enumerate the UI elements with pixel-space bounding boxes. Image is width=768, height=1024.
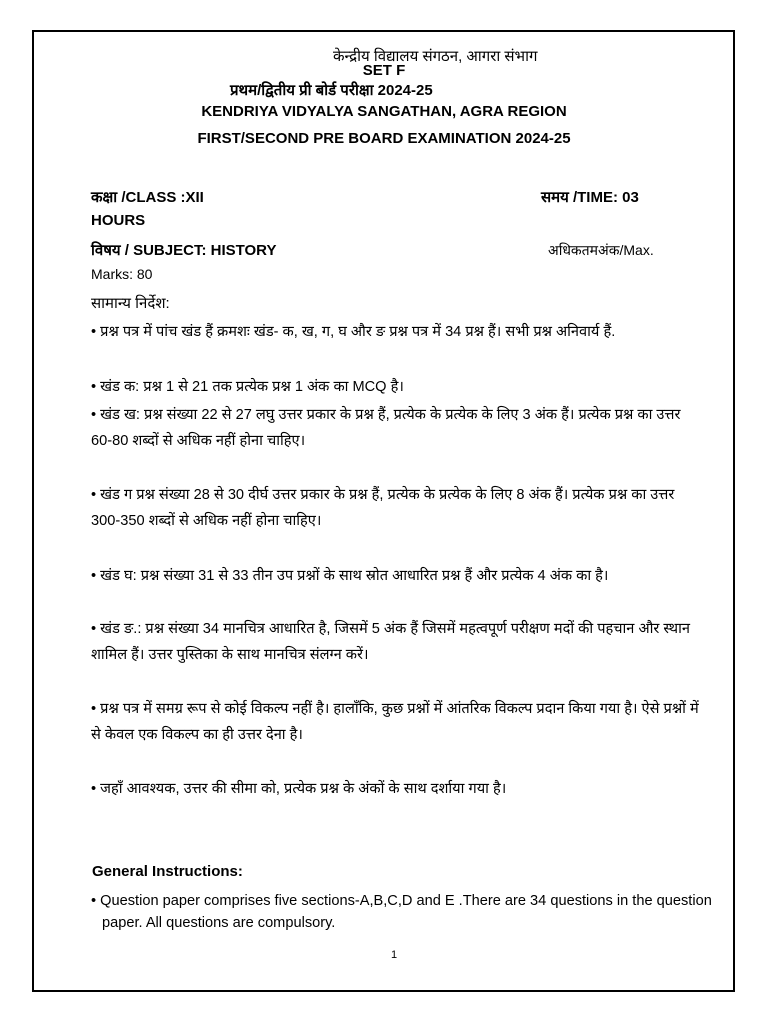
max-marks-continuation: Marks: 80 (91, 266, 153, 282)
time-label: समय /TIME: 03 (541, 189, 639, 206)
general-instructions-heading: General Instructions: (92, 863, 243, 880)
hindi-instruction-item: • खंड ग प्रश्न संख्या 28 से 30 दीर्घ उत्तर प्रकार के प्रश्न हैं, प्रत्येक के प्रत्येक के लिए 8 अंक हैं। प्रत्येक प्रश्न का उत्तर 300-350 शब्दों से अधिक नहीं होना चाहिए। (91, 487, 675, 529)
hindi-instruction-item: • खंड ख: प्रश्न संख्या 22 से 27 लघु उत्तर प्रकार के प्रश्न हैं, प्रत्येक के प्रत्येक के लिए 3 अंक हैं। प्रत्येक प्रश्न का उत्तर 60-80 शब्दों से अधिक नहीं होना चाहिए। (91, 407, 681, 449)
time-continuation: HOURS (91, 212, 146, 229)
org-title: KENDRIYA VIDYALYA SANGATHAN, AGRA REGION (201, 103, 567, 120)
hindi-instruction-item: • खंड क: प्रश्न 1 से 21 तक प्रत्येक प्रश्न 1 अंक का MCQ है। (91, 379, 404, 395)
hindi-instruction-item: • खंड ङ.: प्रश्न संख्या 34 मानचित्र आधारित है, जिसमें 5 अंक हैं जिसमें महत्वपूर्ण परीक्षण मदों की पहचान और स्थान शामिल हैं। उत्तर पुस्तिका के साथ मानचित्र संलग्न करें। (91, 621, 690, 663)
hindi-exam-title: प्रथम/द्वितीय प्री बोर्ड परीक्षा 2024-25 (230, 82, 433, 99)
hindi-instruction-item: • जहाँ आवश्यक, उत्तर की सीमा को, प्रत्येक प्रश्न के अंकों के साथ दर्शाया गया है। (91, 781, 507, 797)
hindi-org-title: केन्द्रीय विद्यालय संगठन, आगरा संभाग (333, 48, 538, 65)
hindi-instruction-item: • प्रश्न पत्र में पांच खंड हैं क्रमशः खंड- क, ख, ग, घ और ङ प्रश्न पत्र में 34 प्रश्न हैं। सभी प्रश्न अनिवार्य हैं. (91, 324, 616, 340)
max-marks-label: अधिकतमअंक/Max. (548, 242, 654, 258)
subject-label: विषय / SUBJECT: HISTORY (91, 242, 277, 259)
hindi-instruction-item: • प्रश्न पत्र में समग्र रूप से कोई विकल्प नहीं है। हालाँकि, कुछ प्रश्नों में आंतरिक विकल्प प्रदान किया गया है। ऐसे प्रश्नों में से केवल एक विकल्प का ही उत्तर देना है। (91, 701, 699, 743)
hindi-instructions-heading: सामान्य निर्देश: (91, 295, 170, 312)
exam-title: FIRST/SECOND PRE BOARD EXAMINATION 2024-25 (197, 130, 571, 147)
set-label: SET F (362, 62, 406, 79)
class-label: कक्षा /CLASS :XII (91, 189, 204, 206)
page-number: 1 (391, 949, 398, 961)
general-instruction-item: • Question paper comprises five sections-A,B,C,D and E .There are 34 questions in the question paper. All questions are compulsory. (91, 893, 712, 931)
hindi-instruction-item: • खंड घ: प्रश्न संख्या 31 से 33 तीन उप प्रश्नों के साथ स्रोत आधारित प्रश्न हैं और प्रत्येक 4 अंक का है। (91, 568, 609, 584)
